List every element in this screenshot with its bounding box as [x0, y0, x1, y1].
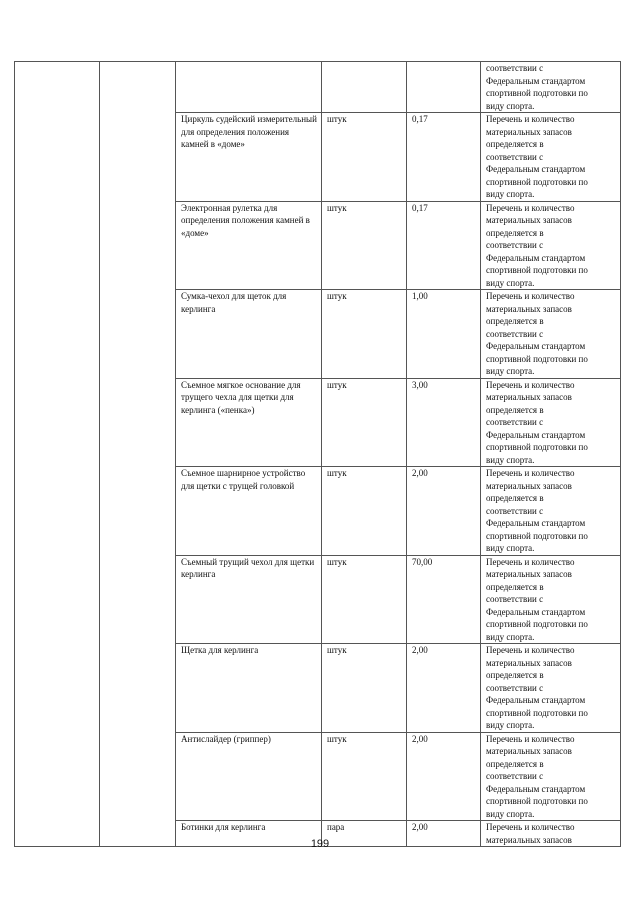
equipment-name-cell: Антислайдер (гриппер)	[176, 732, 322, 821]
equipment-name-cell: Съемное мягкое основание для трущего чехла для щетки для керлинга («пенка»)	[176, 378, 322, 467]
empty-column-1	[15, 62, 100, 847]
note-cell: Перечень и количество материальных запасов	[481, 821, 621, 847]
equipment-name-cell: Циркуль судейский измерительный для определения положения камней в «доме»	[176, 113, 322, 202]
equipment-name-cell: Ботинки для керлинга	[176, 821, 322, 847]
unit-cell: штук	[322, 644, 407, 733]
unit-cell: штук	[322, 732, 407, 821]
unit-cell: штук	[322, 555, 407, 644]
note-cell: Перечень и количество материальных запасов определяется в соответствии с Федеральным стандартом спортивной подготовки по виду спорта.	[481, 555, 621, 644]
equipment-name-cell: Съемный трущий чехол для щетки керлинга	[176, 555, 322, 644]
unit-cell: штук	[322, 113, 407, 202]
quantity-cell: 1,00	[407, 290, 481, 379]
quantity-cell: 0,17	[407, 201, 481, 290]
note-cell: Перечень и количество материальных запасов определяется в соответствии с Федеральным стандартом спортивной подготовки по виду спорта.	[481, 113, 621, 202]
quantity-cell: 70,00	[407, 555, 481, 644]
unit-cell: штук	[322, 201, 407, 290]
note-cell: Перечень и количество материальных запасов определяется в соответствии с Федеральным стандартом спортивной подготовки по виду спорта.	[481, 378, 621, 467]
quantity-cell: 0,17	[407, 113, 481, 202]
note-cell: Перечень и количество материальных запасов определяется в соответствии с Федеральным стандартом спортивной подготовки по виду спорта.	[481, 201, 621, 290]
note-cell: Перечень и количество материальных запасов определяется в соответствии с Федеральным стандартом спортивной подготовки по виду спорта.	[481, 290, 621, 379]
name-cell	[176, 62, 322, 113]
unit-cell: пара	[322, 821, 407, 847]
note-cell: Перечень и количество материальных запасов определяется в соответствии с Федеральным стандартом спортивной подготовки по виду спорта.	[481, 467, 621, 556]
page-number: 199	[310, 838, 330, 850]
note-cell: соответствии с Федеральным стандартом спортивной подготовки по виду спорта.	[481, 62, 621, 113]
equipment-table	[14, 61, 621, 847]
quantity-cell: 2,00	[407, 644, 481, 733]
equipment-name-cell: Сумка-чехол для щеток для керлинга	[176, 290, 322, 379]
quantity-cell	[407, 62, 481, 113]
quantity-cell: 2,00	[407, 821, 481, 847]
empty-column-2	[100, 62, 176, 847]
equipment-name-cell: Электронная рулетка для определения положения камней в «доме»	[176, 201, 322, 290]
unit-cell: штук	[322, 378, 407, 467]
equipment-name-cell: Съемное шарнирное устройство для щетки с трущей головкой	[176, 467, 322, 556]
unit-cell: штук	[322, 290, 407, 379]
quantity-cell: 3,00	[407, 378, 481, 467]
table-row-continuation	[15, 62, 621, 113]
unit-cell	[322, 62, 407, 113]
note-cell: Перечень и количество материальных запасов определяется в соответствии с Федеральным стандартом спортивной подготовки по виду спорта.	[481, 732, 621, 821]
quantity-cell: 2,00	[407, 732, 481, 821]
equipment-name-cell: Щетка для керлинга	[176, 644, 322, 733]
unit-cell: штук	[322, 467, 407, 556]
note-cell: Перечень и количество материальных запасов определяется в соответствии с Федеральным стандартом спортивной подготовки по виду спорта.	[481, 644, 621, 733]
quantity-cell: 2,00	[407, 467, 481, 556]
